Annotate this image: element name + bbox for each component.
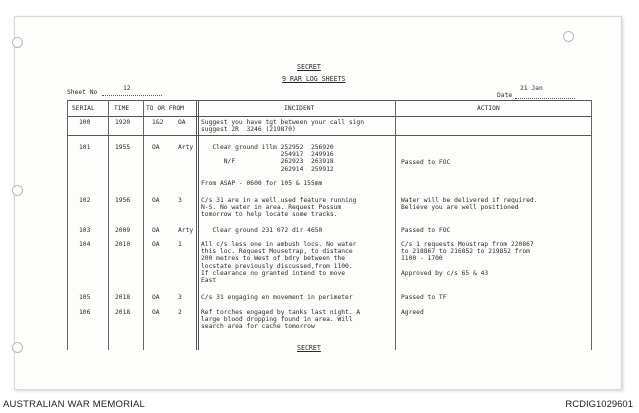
col-header-to-or-from: TO OR FROM xyxy=(146,105,184,112)
date-value: 21 Jan xyxy=(520,85,543,92)
row-time: 2018 xyxy=(115,309,131,316)
row-from: Arty xyxy=(178,227,194,234)
row-action-line: Passed to TF xyxy=(401,294,447,301)
sheet-no-line xyxy=(102,95,162,96)
row-incident-line: From ASAP - 0600 for 105 & 155mm xyxy=(201,180,323,187)
classification-top: SECRET xyxy=(297,63,321,71)
row-serial: 102 xyxy=(79,197,91,204)
row-serial: 103 xyxy=(79,227,91,234)
col-header-serial: SERIAL xyxy=(72,105,95,112)
row-to: OA xyxy=(152,294,160,301)
row-from: Arty xyxy=(178,144,194,151)
row-action-line: C/s 1 requests Moustrap from 220867 xyxy=(401,241,534,248)
classification-bottom: SECRET xyxy=(297,344,321,352)
row-time: 1956 xyxy=(115,197,131,204)
col-header-action: ACTION xyxy=(477,105,500,112)
row-separator xyxy=(67,135,591,136)
row-action-line: Water will be delivered if required. xyxy=(401,197,538,204)
row-from: 3 xyxy=(178,294,182,301)
col-border xyxy=(196,100,199,350)
row-incident-line: All c/s less one in ambush locs. No water xyxy=(201,241,357,248)
row-incident-line: Clear ground illm 252952 256920 xyxy=(201,144,334,151)
row-action-line: Approved by c/s 65 & 43 xyxy=(401,269,489,277)
row-to: OA xyxy=(152,309,160,316)
row-incident-line: C/s 31 engaging en movement in perimeter xyxy=(201,294,353,301)
table-top-border xyxy=(67,100,591,101)
table-header-border xyxy=(67,116,591,117)
row-from: 2 xyxy=(178,309,182,316)
row-serial: 105 xyxy=(79,294,91,301)
footer-reference: RCDIG1029601 xyxy=(565,399,633,410)
row-to: OA xyxy=(152,227,160,234)
row-action-line: 1100 - 1700 xyxy=(401,255,443,263)
row-incident-line: large blood dropping found in area. Will xyxy=(201,316,353,324)
row-time: 1955 xyxy=(115,144,131,151)
row-incident-line: 262914 259912 xyxy=(201,165,334,173)
row-from: OA xyxy=(178,119,186,126)
row-serial: 104 xyxy=(79,241,91,248)
date-label: Date xyxy=(497,92,513,99)
row-incident-line: Suggest you have tgt between your call sign xyxy=(201,119,365,126)
footer-source: AUSTRALIAN WAR MEMORIAL xyxy=(3,399,146,410)
row-from: 3 xyxy=(178,197,182,204)
row-incident-line: 200 metres to West of bdry between the xyxy=(201,255,346,263)
sheet-number: 12 xyxy=(123,85,131,92)
row-action-line: Passed to FOC xyxy=(401,227,451,234)
row-incident-line: C/s 31 are in a well used feature running xyxy=(201,197,357,204)
col-border xyxy=(395,100,396,350)
row-action-line: to 218867 to 216852 to 219852 from xyxy=(401,248,530,256)
row-time: 2018 xyxy=(115,294,131,301)
row-incident-line: East xyxy=(201,277,217,284)
row-incident-line: N-S. No water in area. Request Possum xyxy=(201,204,342,212)
row-incident-line: search area for cache tomorrow xyxy=(201,323,315,331)
col-header-incident: INCIDENT xyxy=(284,105,315,112)
row-time: 2009 xyxy=(115,227,131,234)
row-action-line: Believe you are well positioned xyxy=(401,204,519,212)
sheet-label: Sheet No xyxy=(67,89,98,96)
row-incident-line: locstate previously discussed,from 1100. xyxy=(201,262,353,270)
col-border xyxy=(143,100,144,350)
row-to: OA xyxy=(152,241,160,248)
row-incident-line: N/F 262923 263918 xyxy=(201,158,334,166)
date-line xyxy=(515,98,575,99)
row-action-line: Agreed xyxy=(401,309,424,316)
col-border xyxy=(67,100,68,350)
row-to: OA xyxy=(152,144,160,151)
col-border xyxy=(108,100,109,350)
row-incident-line: Clear ground 231 072 dir 4650 xyxy=(201,227,323,234)
row-time: 1920 xyxy=(115,119,131,126)
row-incident-line: tomorrow to help locate some tracks. xyxy=(201,211,338,219)
document-title: 9 RAR LOG SHEETS xyxy=(282,75,346,83)
row-action-line: Passed to FOC xyxy=(401,159,451,166)
row-incident-line: 254917 249916 xyxy=(201,151,334,159)
row-serial: 100 xyxy=(79,119,91,126)
punch-hole xyxy=(563,31,574,42)
punch-hole xyxy=(12,342,23,353)
row-incident-line: suggest 2R 3246 (219870) xyxy=(201,126,296,134)
row-to: OA xyxy=(152,197,160,204)
row-from: 1 xyxy=(178,241,182,248)
row-to: 1&2 xyxy=(152,119,164,126)
log-sheet-page xyxy=(14,16,622,390)
row-serial: 101 xyxy=(79,144,91,151)
row-incident-line: this loc. Request Mousetrap, to distance xyxy=(201,248,353,256)
row-incident-line: If clearance no granted intend to move xyxy=(201,269,346,277)
punch-hole xyxy=(12,37,23,48)
col-border xyxy=(591,100,592,350)
punch-hole xyxy=(12,185,23,196)
row-incident-line: Ref torches engaged by tanks last night. A xyxy=(201,309,361,316)
col-header-time: TIME xyxy=(114,105,130,112)
row-time: 2010 xyxy=(115,241,131,248)
row-serial: 106 xyxy=(79,309,91,316)
